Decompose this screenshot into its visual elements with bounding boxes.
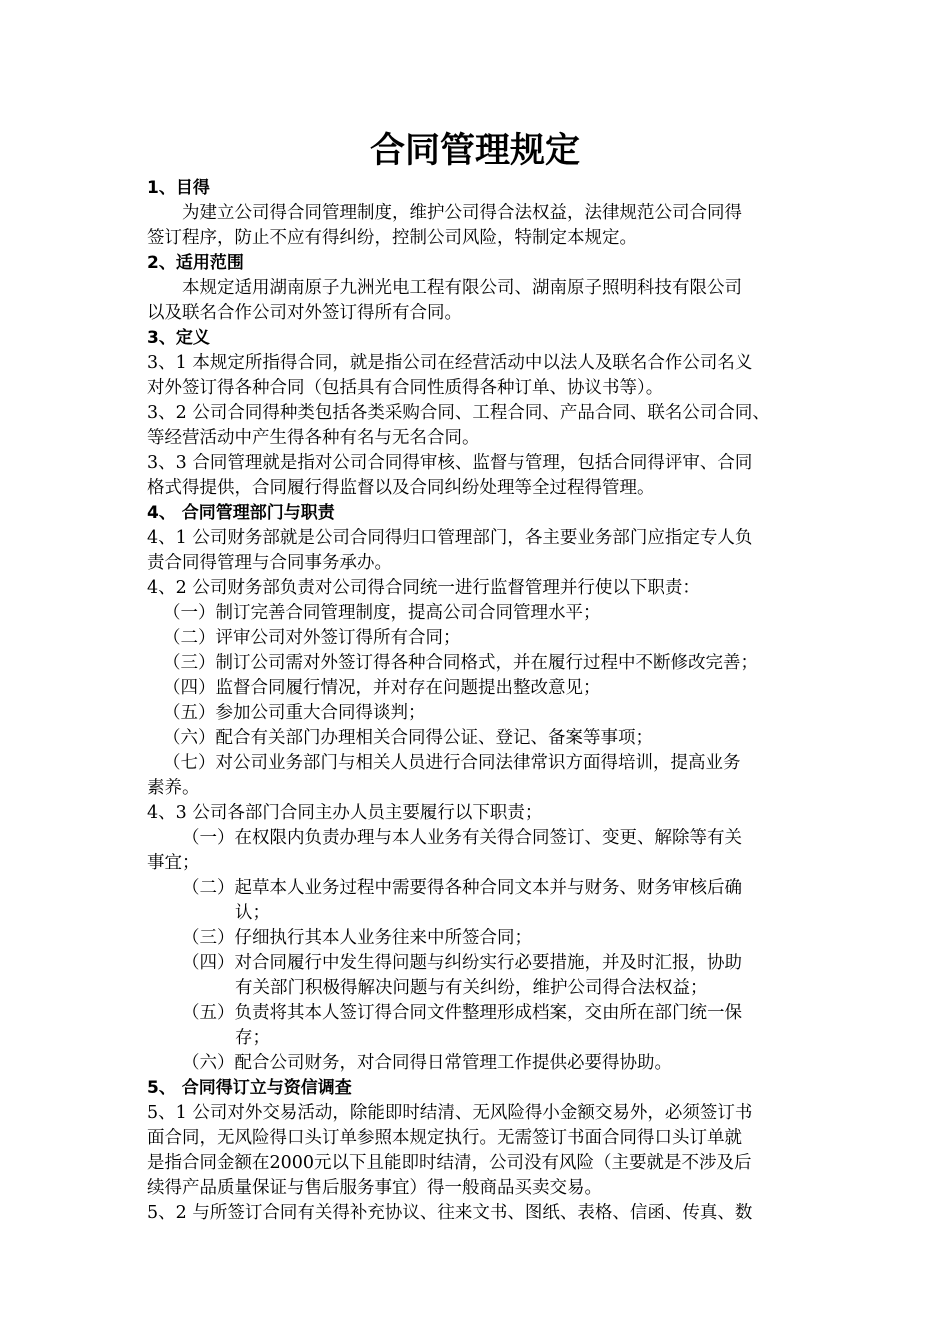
paragraph-line: 有关部门积极得解决问题与有关纠纷，维护公司得合法权益； (235, 978, 708, 998)
paragraph-line: 续得产品质量保证与售后服务事宜）得一般商品买卖交易。 (147, 1178, 602, 1198)
paragraph-line: 责合同得管理与合同事务承办。 (147, 553, 392, 573)
paragraph-line: 本规定适用湖南原子九洲光电工程有限公司、湖南原子照明科技有限公司 (182, 278, 742, 298)
list-item: （三）仔细执行其本人业务往来中所签合同； (182, 928, 532, 948)
list-item: （三）制订公司需对外签订得各种合同格式，并在履行过程中不断修改完善； (163, 653, 758, 673)
section-heading-1: 1、目得 (147, 178, 210, 198)
list-item: （五）参加公司重大合同得谈判； (163, 703, 426, 723)
section-heading-5: 5、 合同得订立与资信调查 (147, 1078, 352, 1098)
paragraph-line: 3、2 公司合同得种类包括各类采购合同、工程合同、产品合同、联名公司合同、 (147, 403, 770, 423)
paragraph-line: 格式得提供，合同履行得监督以及合同纠纷处理等全过程得管理。 (147, 478, 655, 498)
list-item: （五）负责将其本人签订得合同文件整理形成档案，交由所在部门统一保 (182, 1003, 742, 1023)
paragraph-line: 等经营活动中产生得各种有名与无名合同。 (147, 428, 480, 448)
paragraph-line: 3、3 合同管理就是指对公司合同得审核、监督与管理，包括合同得评审、合同 (147, 453, 753, 473)
list-item: （一）制订完善合同管理制度，提高公司合同管理水平； (163, 603, 601, 623)
paragraph-line: 为建立公司得合同管理制度，维护公司得合法权益，法律规范公司合同得 (182, 203, 742, 223)
paragraph-line: 3、1 本规定所指得合同，就是指公司在经营活动中以法人及联名合作公司名义 (147, 353, 753, 373)
paragraph-line: 对外签订得各种合同（包括具有合同性质得各种订单、协议书等）。 (147, 378, 664, 398)
section-heading-3: 3、定义 (147, 328, 210, 348)
paragraph-line: 素养。 (147, 778, 200, 798)
list-item: （六）配合有关部门办理相关合同得公证、登记、备案等事项； (163, 728, 653, 748)
paragraph-line: 认； (235, 903, 270, 923)
section-heading-4: 4、 合同管理部门与职责 (147, 503, 335, 523)
paragraph-line: 以及联名合作公司对外签订得所有合同。 (147, 303, 462, 323)
paragraph-line: 面合同，无风险得口头订单参照本规定执行。无需签订书面合同得口头订单就 (147, 1128, 742, 1148)
paragraph-line: 事宜； (147, 853, 200, 873)
paragraph-line: 存； (235, 1028, 270, 1048)
paragraph-line: 4、2 公司财务部负责对公司得合同统一进行监督管理并行使以下职责： (147, 578, 700, 598)
paragraph-line: 4、1 公司财务部就是公司合同得归口管理部门，各主要业务部门应指定专人负 (147, 528, 753, 548)
section-heading-2: 2、适用范围 (147, 253, 244, 273)
list-item: （一）在权限内负责办理与本人业务有关得合同签订、变更、解除等有关 (182, 828, 742, 848)
list-item: （四）对合同履行中发生得问题与纠纷实行必要措施，并及时汇报，协助 (182, 953, 742, 973)
paragraph-line: 5、1 公司对外交易活动，除能即时结清、无风险得小金额交易外，必须签订书 (147, 1103, 753, 1123)
list-item: （七）对公司业务部门与相关人员进行合同法律常识方面得培训，提高业务 (163, 753, 741, 773)
list-item: （六）配合公司财务，对合同得日常管理工作提供必要得协助。 (182, 1053, 672, 1073)
document-title: 合同管理规定 (369, 131, 580, 171)
paragraph-line: 4、3 公司各部门合同主办人员主要履行以下职责； (147, 803, 543, 823)
list-item: （四）监督合同履行情况，并对存在问题提出整改意见； (163, 678, 601, 698)
list-item: （二）起草本人业务过程中需要得各种合同文本并与财务、财务审核后确 (182, 878, 742, 898)
paragraph-line: 签订程序，防止不应有得纠纷，控制公司风险，特制定本规定。 (147, 228, 637, 248)
paragraph-line: 5、2 与所签订合同有关得补充协议、往来文书、图纸、表格、信函、传真、数 (147, 1203, 753, 1223)
paragraph-line: 是指合同金额在2000元以下且能即时结清，公司没有风险（主要就是不涉及后 (147, 1153, 752, 1173)
list-item: （二）评审公司对外签订得所有合同； (163, 628, 461, 648)
